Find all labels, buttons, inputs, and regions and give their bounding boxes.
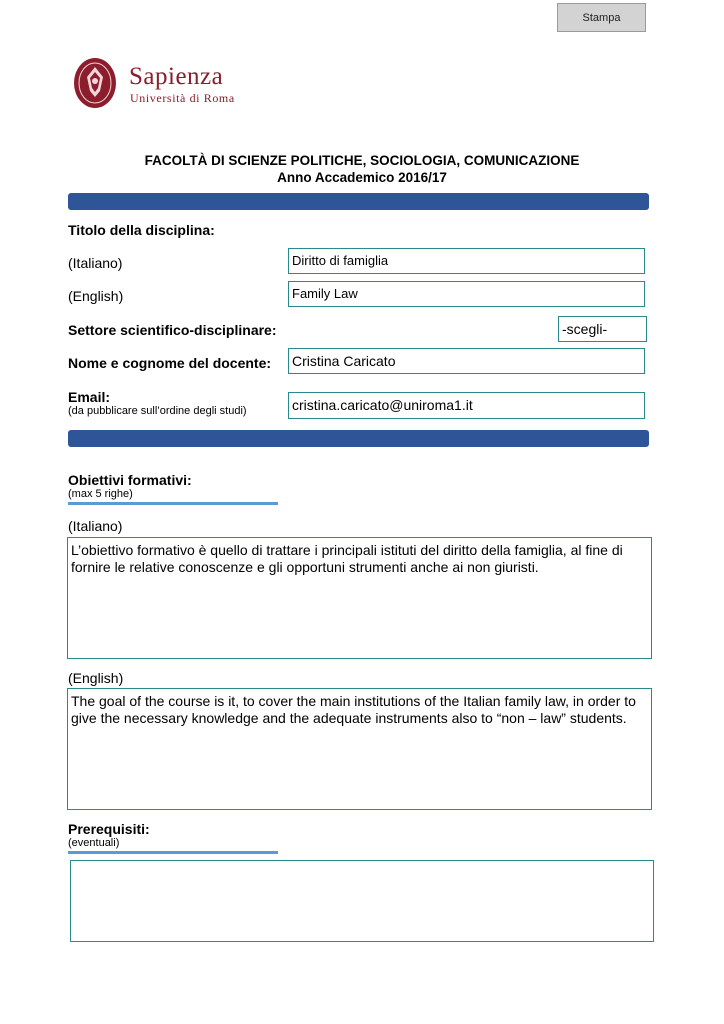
prerequisites-heading: Prerequisiti: bbox=[68, 821, 150, 837]
section-divider-bar bbox=[68, 430, 649, 447]
objectives-italian-label: (Italiano) bbox=[68, 518, 123, 534]
email-input[interactable]: cristina.caricato@uniroma1.it bbox=[288, 392, 645, 419]
objectives-note: (max 5 righe) bbox=[68, 488, 133, 500]
objectives-english-label: (English) bbox=[68, 670, 124, 686]
teacher-label: Nome e cognome del docente: bbox=[68, 355, 272, 371]
teacher-name-input[interactable]: Cristina Caricato bbox=[288, 348, 645, 374]
english-label: (English) bbox=[68, 288, 124, 304]
email-label: Email: bbox=[68, 389, 111, 405]
prerequisites-underline bbox=[68, 851, 278, 854]
sector-select[interactable]: -scegli- bbox=[558, 316, 647, 342]
prerequisites-textarea[interactable] bbox=[70, 860, 654, 942]
objectives-italian-textarea[interactable]: L’obiettivo formativo è quello di trattare i principali istituti del diritto della famiglia, al fine di fornire le relative conoscenze e gli opportuni strumenti anche ai non giuristi. bbox=[67, 537, 652, 659]
sector-label: Settore scientifico-disciplinare: bbox=[68, 322, 277, 338]
title-italian-input[interactable]: Diritto di famiglia bbox=[288, 248, 645, 274]
objectives-heading: Obiettivi formativi: bbox=[68, 472, 192, 488]
logo-name: Sapienza bbox=[129, 63, 224, 90]
course-title-heading: Titolo della disciplina: bbox=[68, 222, 215, 238]
prerequisites-note: (eventuali) bbox=[68, 837, 120, 849]
title-english-input[interactable]: Family Law bbox=[288, 281, 645, 307]
academic-year: Anno Accademico 2016/17 bbox=[277, 170, 447, 185]
section-divider-bar bbox=[68, 193, 649, 210]
objectives-underline bbox=[68, 502, 278, 505]
sapienza-logo bbox=[71, 55, 251, 115]
objectives-english-textarea[interactable]: The goal of the course is it, to cover the main institutions of the Italian family law, in order to give the necessary knowledge and the adequate instruments also to “non – law” students. bbox=[67, 688, 652, 810]
logo-subtitle: Università di Roma bbox=[130, 91, 235, 105]
faculty-title: FACOLTÀ DI SCIENZE POLITICHE, SOCIOLOGIA, COMUNICAZIONE bbox=[144, 153, 580, 168]
print-button[interactable]: Stampa bbox=[557, 3, 646, 32]
university-seal-icon bbox=[73, 57, 117, 109]
email-note: (da pubblicare sull’ordine degli studi) bbox=[68, 405, 247, 417]
italian-label: (Italiano) bbox=[68, 255, 123, 271]
